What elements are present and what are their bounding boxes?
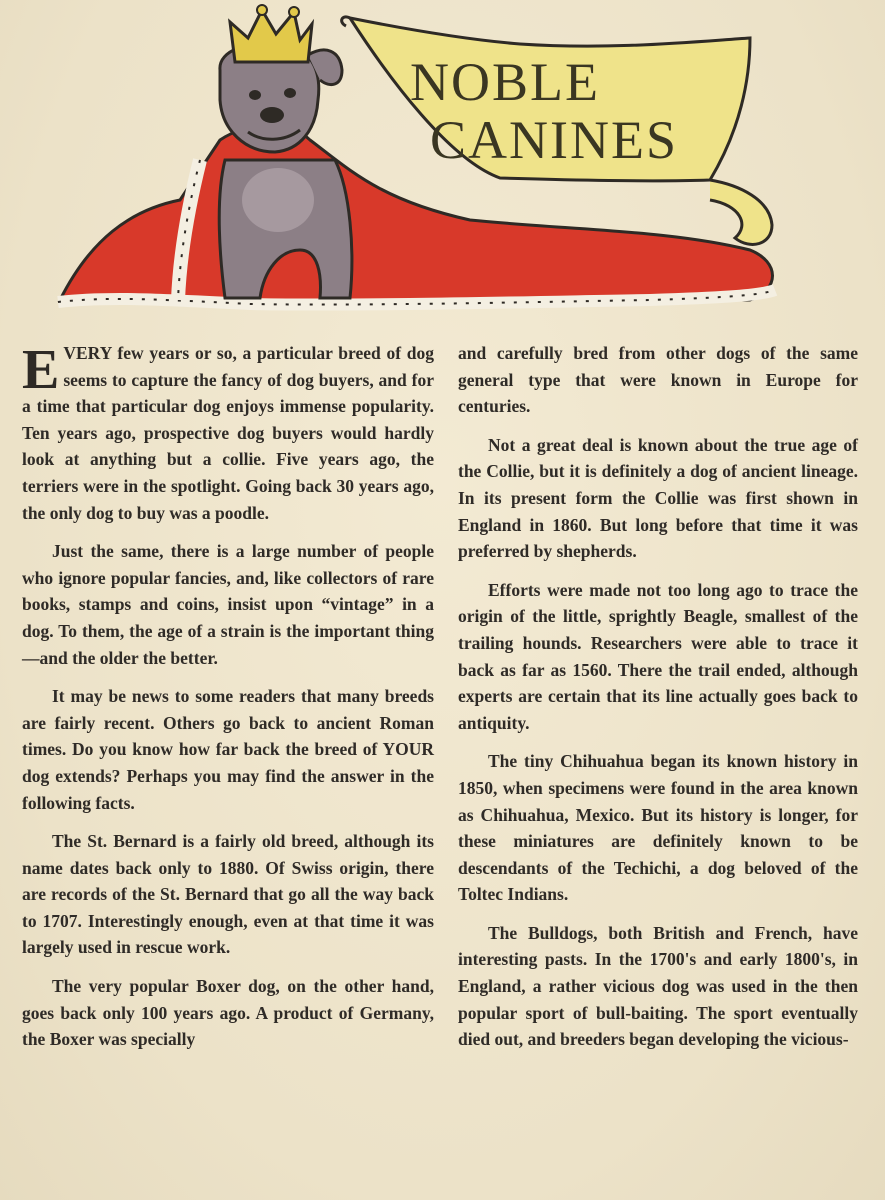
paragraph: The very popular Boxer dog, on the other hand, goes back only 100 years ago. A product of Germany, the Boxer was specially <box>22 976 434 1050</box>
paragraph: Efforts were made not too long ago to trace the origin of the little, sprightly Beagle, smallest of the trailing hounds. Researchers were able to trace it back as far as 1560. There the trail ended, although experts are certain that its line actually goes back to antiquity. <box>458 579 858 733</box>
paragraph: The tiny Chihuahua began its known history in 1850, when specimens were found in the area known as Chihuahua, Mexico. But its history is longer, for these miniatures are definitely known to be descendants of the Techichi, a dog beloved of the Toltec Indians. <box>458 751 858 905</box>
paragraph: It may be news to some readers that many breeds are fairly recent. Others go back to ancient Roman times. Do you know how far back the breed of YOUR dog extends? Perhaps you may find the answer in the following facts. <box>22 686 434 813</box>
paragraph: Not a great deal is known about the true age of the Collie, but it is definitely a dog of ancient lineage. In its present form the Collie was first shown in England in 1860. But long before that time it was preferred by shepherds. <box>458 434 858 562</box>
article-right-column <box>458 340 858 1065</box>
drop-cap: E <box>22 339 60 401</box>
paragraph: Just the same, there is a large number of people who ignore popular fancies, and, like collectors of rare books, stamps and coins, insist upon “vintage” in a dog. To them, the age of a strain is the important thing—and the older the better. <box>22 541 434 668</box>
article-left-column <box>22 340 434 1065</box>
crown-icon <box>230 10 312 62</box>
title-line-1: NOBLE <box>410 52 600 112</box>
paragraph: EVERY few years or so, a particular breed of dog seems to capture the fancy of dog buyers, and for a time that particular dog enjoys immense popularity. Ten years ago, prospective dog buyers would hardly look at anything but a collie. Five years ago, the terriers were in the spotlight. Going back 30 years ago, the only dog to buy was a poodle. <box>22 339 434 523</box>
paragraph: The St. Bernard is a fairly old breed, although its name dates back only to 1880. Of Swiss origin, there are records of the St. Bernard that go all the way back to 1707. Interestingly enough, even at that time it was largely used in rescue work. <box>22 831 434 958</box>
header-illustration <box>50 0 810 320</box>
paragraph: and carefully bred from other dogs of the same general type that were known in Europe for centuries. <box>458 343 858 417</box>
paragraph: The Bulldogs, both British and French, have interesting pasts. In the 1700's and early 1800's, in England, a rather vicious dog was used in the then popular sport of bull-baiting. The sport eventually died out, and breeders began developing the vicious- <box>458 922 858 1050</box>
title-line-2: CANINES <box>430 110 679 170</box>
